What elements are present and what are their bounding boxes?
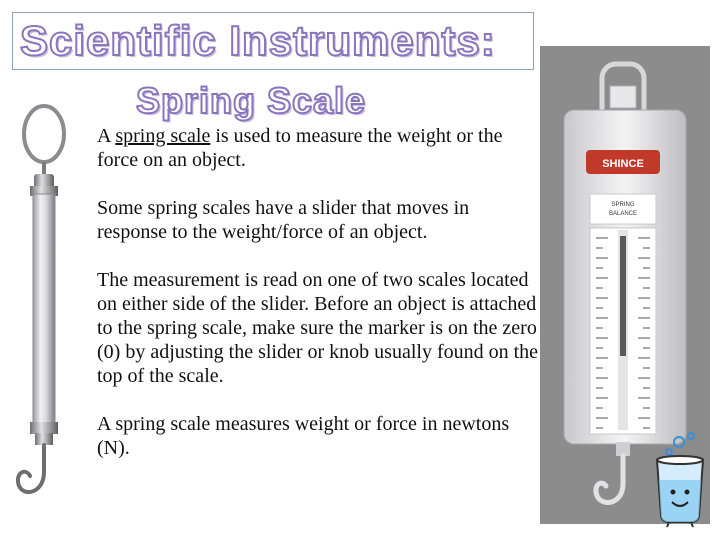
beaker-cartoon-icon: [645, 430, 715, 528]
paragraph-4: A spring scale measures weight or force in newtons (N).: [97, 413, 510, 459]
plate-label-1: SPRING: [611, 202, 635, 208]
term-spring-scale: spring scale: [115, 125, 211, 147]
paragraph-3: The measurement is read on one of two scales located on either side of the slider. Before an object is attached to the spring scale, make sure the marker is on the zero (0) by adjusting the slider or knob usually found on the top of the scale.: [97, 269, 539, 387]
slide-subtitle: Spring Scale: [136, 80, 367, 121]
slide-body: [97, 124, 542, 484]
paragraph-2: Some spring scales have a slider that moves in response to the weight/force of an object.: [97, 197, 470, 243]
spring-scale-photo-left: [0, 100, 90, 540]
paragraph-1: A spring scale is used to measure the weight or the force on an object.: [97, 125, 503, 171]
brand-label: SHINCE: [602, 158, 644, 170]
plate-label-2: BALANCE: [608, 211, 638, 217]
slide-title: Scientific Instruments:: [20, 17, 496, 64]
